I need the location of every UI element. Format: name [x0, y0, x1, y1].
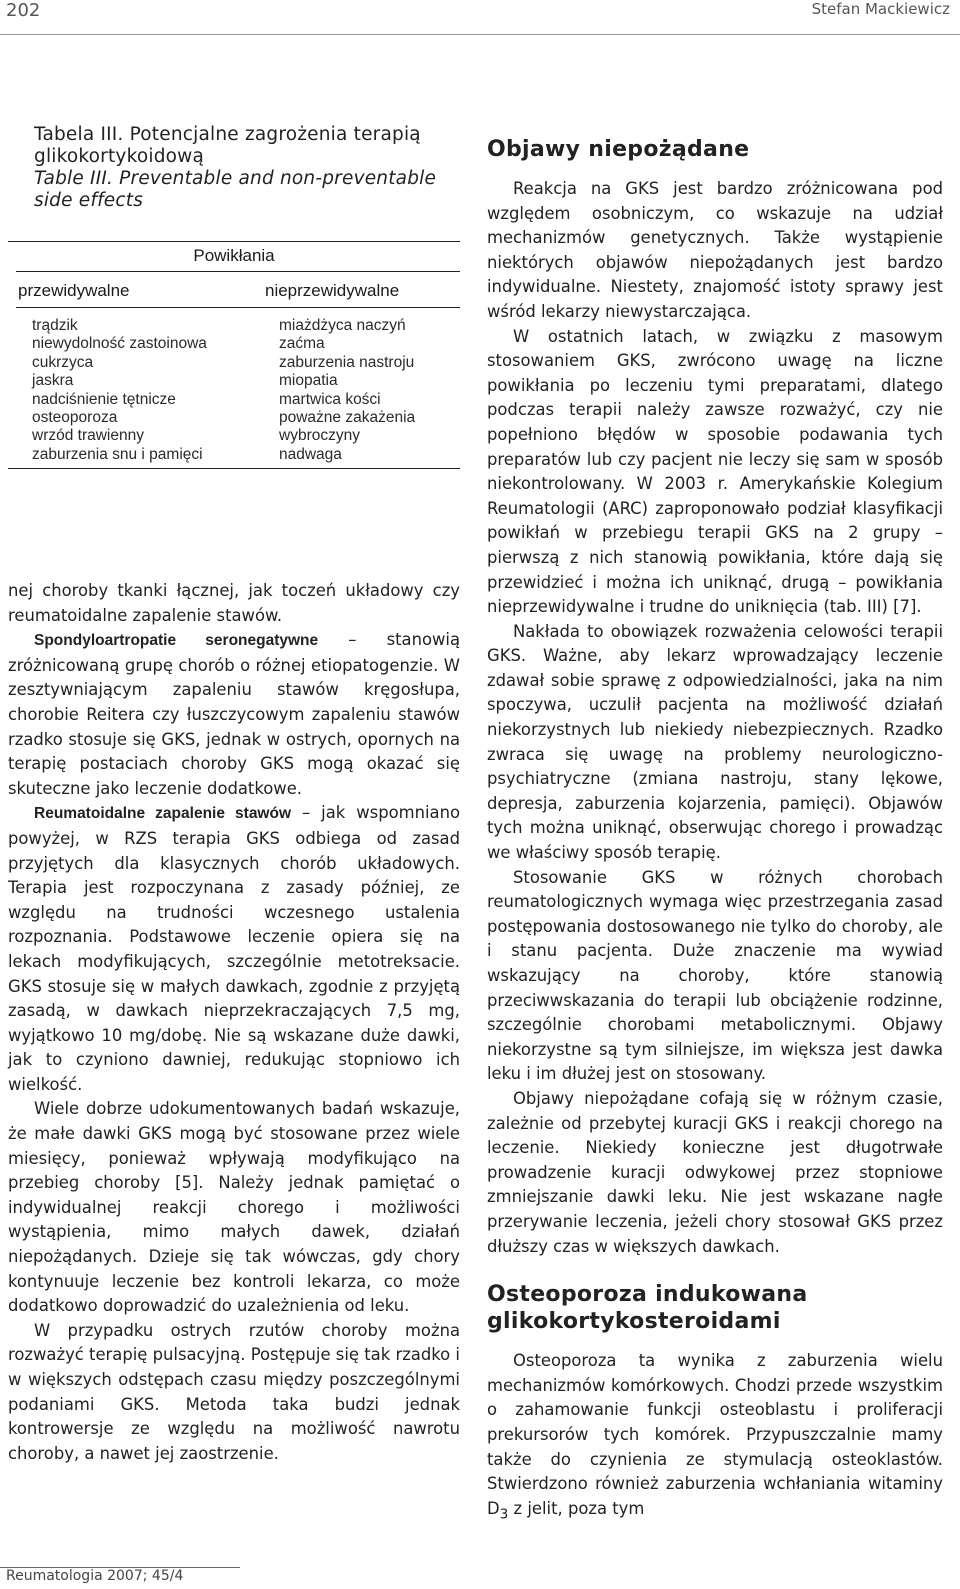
running-head-author: Stefan Mackiewicz: [811, 0, 950, 18]
paragraph: Nakłada to obowiązek rozważenia celowości terapii GKS. Ważne, aby lekarz wprowadzający leczenie zdawał sobie sprawę z odpowiedzialności, jaka na nim spoczywa, uczulił pacjenta na możliwość działań niekorzystnych lub niekiedy niebezpiecznych. Rzadko zwraca się uwagę na problemy neurologiczno-psychiatryczne (zmiana nastroju, stany lękowe, depresja, zaburzenia kojarzenia, pamięci). Objawów tych można uniknąć, obserwując chorego i prowadząc we właściwy sposób terapię.: [487, 621, 943, 863]
table-caption-english: Table III. Preventable and non-preventable side effects: [34, 168, 437, 211]
table-cell: miopatia: [279, 372, 338, 390]
complications-table: [8, 241, 460, 469]
table-cell: zaburzenia nastroju: [279, 353, 415, 371]
table-header-unpredictable: nieprzewidywalne: [265, 281, 400, 300]
predictable-list: [32, 317, 207, 464]
table-caption-polish: Tabela III. Potencjalne zagrożenia terapią glikokortykoidową: [34, 124, 421, 167]
table-cell: nadciśnienie tętnicze: [32, 390, 176, 408]
table-rule: [16, 307, 460, 308]
table-cell: osteoporoza: [32, 409, 118, 427]
table-cell: wybroczyny: [279, 427, 360, 445]
paragraph: Spondyloartropatie seronegatywne – stanowią zróżnicowaną grupę chorób o różnej etiopatogenzie. W zesztywniającym zapaleniu stawów kręgosłupa, chorobie Reitera czy łuszczycowym zapaleniu stawów rzadko stosuje się GKS, jednak w ostrych, opornych na terapię postaciach choroby GKS mogą okazać się skuteczne jako leczenie dodatkowe.: [8, 630, 461, 798]
table-caption: [8, 124, 460, 212]
section-heading: Osteoporoza indukowana glikokortykosteroidami: [487, 1282, 808, 1335]
table-cell: niewydolność zastoinowa: [32, 335, 207, 353]
table-cell: jaskra: [32, 372, 74, 390]
table-main-header: Powikłania: [193, 246, 275, 265]
right-column: [487, 136, 943, 1527]
table-cell: wrzód trawienny: [32, 427, 144, 445]
section-heading: Objawy niepożądane: [487, 137, 750, 162]
paragraph: Wiele dobrze udokumentowanych badań wskazuje, że małe dawki GKS mogą być stosowane przez wiele miesięcy, ponieważ wpływają modyfikująco na przebieg choroby [5]. Należy jednak pamiętać o indywidualnej reakcji chorego i możliwości wystąpienia, mimo małych dawek, działań niepożądanych. Dzieje się tak wówczas, gdy chory kontynuuje leczenie bez kontroli lekarza, co może dodatkowo doprowadzić do uzależnienia od leku.: [8, 1099, 460, 1316]
table-cell: cukrzyca: [32, 353, 94, 371]
paragraph: Objawy niepożądane cofają się w różnym czasie, zależnie od przebytej kuracji GKS i reakcji chorego na leczenie. Niekiedy konieczne jest długotrwałe prowadzenie kuracji odwykowej przez stopniowe zmniejszanie dawki leku. Nie jest wskazane nagłe przerywanie leczenia, jeżeli chory stosował GKS przez dłuższy czas w większych dawkach.: [487, 1088, 943, 1256]
table-cell: martwica kości: [279, 390, 381, 408]
page-number: 202: [6, 0, 41, 21]
table-cell: poważne zakażenia: [279, 409, 416, 427]
paragraph: Reakcja na GKS jest bardzo zróżnicowana pod względem osobniczym, co wskazuje na udział mechanizmów genetycznych. Także wystąpienie niektórych objawów niepożądanych jest bardzo indywidualne. Niestety, znajomość istoty sprawy jest wśród lekarzy niewystarczająca.: [487, 179, 943, 321]
table-cell: zaćma: [279, 335, 325, 353]
paragraph: W ostatnich latach, w związku z masowym stosowaniem GKS, zwrócono uwagę na liczne powikłania po leczeniu tymi preparatami, dlatego podczas terapii należy zawsze rozważyć, czy nie popełniono błędów w sposobie podawania tych preparatów lub czy pacjent nie leczy się sam w sposób niekontrolowany. W 2003 r. Amerykańskie Kolegium Reumatologii (ARC) zaproponowało podział klasyfikacji powikłań w przebiegu terapii GKS na 2 grupy – pierwszą z nich stanowią powikłania, które dają się przewidzieć i można ich uniknąć, drugą – powikłania nieprzewidywalne i trudne do uniknięcia (tab. III) [7].: [487, 326, 943, 617]
table-cell: zaburzenia snu i pamięci: [32, 445, 203, 463]
paragraph: Osteoporoza ta wynika z zaburzenia wielu mechanizmów komórkowych. Chodzi przede wszystkim o zahamowanie funkcji osteoblastu i proliferacji prekursorów tych komórek. Przypuszczalnie mamy także do czynienia ze stymulacją osteoklastów. Stwierdzono również zaburzenia wchłaniania witaminy $D_3$ z jelit, poza tym: [487, 1351, 943, 1522]
paragraph: W przypadku ostrych rzutów choroby można rozważyć terapię pulsacyjną. Postępuje się tak rzadko i w większych odstępach czasu między poszczególnymi podaniami GKS. Metoda taka budzi jednak kontrowersje ze względu na możliwość nawrotu choroby, a nawet jej zaostrzenie.: [8, 1320, 460, 1463]
paragraph: Stosowanie GKS w różnych chorobach reumatologicznych wymaga więc przestrzegania zasad postępowania dostosowanego nie tylko do choroby, ale i stanu pacjenta. Duże znaczenie ma wywiad wskazujący na choroby, które stanowią przeciwwskazania do terapii lub obciążenie rodzinne, szczególnie chorobami metabolicznymi. Objawy niekorzystne są tym silniejsze, im większa jest dawka leku i im dłużej jest on stosowany.: [487, 867, 943, 1084]
paragraph: Reumatoidalne zapalenie stawów – jak wspomniano powyżej, w RZS terapia GKS odbiega od zasad przyjętych dla klasycznych chorób układowych. Terapia jest rozpoczynana z zasady później, ze względu na trudności wczesnego ustalenia rozpoznania. Podstawowe leczenie opiera się na lekach modyfikujących, szczególnie metotreksacie. GKS stosuje się w małych dawkach, zgodnie z przyjętą zasadą, w dawkach nieprzekraczających 7,5 mg, wyjątkowo 10 mg/dobę. Nie są wskazane duże dawki, jak to czyniono dawniej, redukując stopniowo ich wielkość.: [8, 803, 460, 1094]
table-cell: trądzik: [32, 317, 78, 334]
paragraph: nej choroby tkanki łącznej, jak toczeń układowy czy reumatoidalne zapalenie stawów.: [8, 581, 460, 625]
table-cell: miażdżyca naczyń: [279, 317, 406, 334]
left-body-text: [8, 579, 460, 1466]
journal-footer: Reumatologia 2007; 45/4: [6, 1568, 184, 1584]
keyword: Reumatoidalne zapalenie stawów: [34, 805, 292, 823]
unpredictable-list: [279, 317, 415, 464]
table-rule: [16, 271, 460, 272]
left-column: [8, 124, 461, 1463]
header-divider: [0, 34, 960, 35]
table-cell: nadwaga: [279, 445, 342, 463]
table-header-predictable: przewidywalne: [18, 281, 130, 300]
keyword: Spondyloartropatie seronegatywne: [34, 632, 319, 650]
